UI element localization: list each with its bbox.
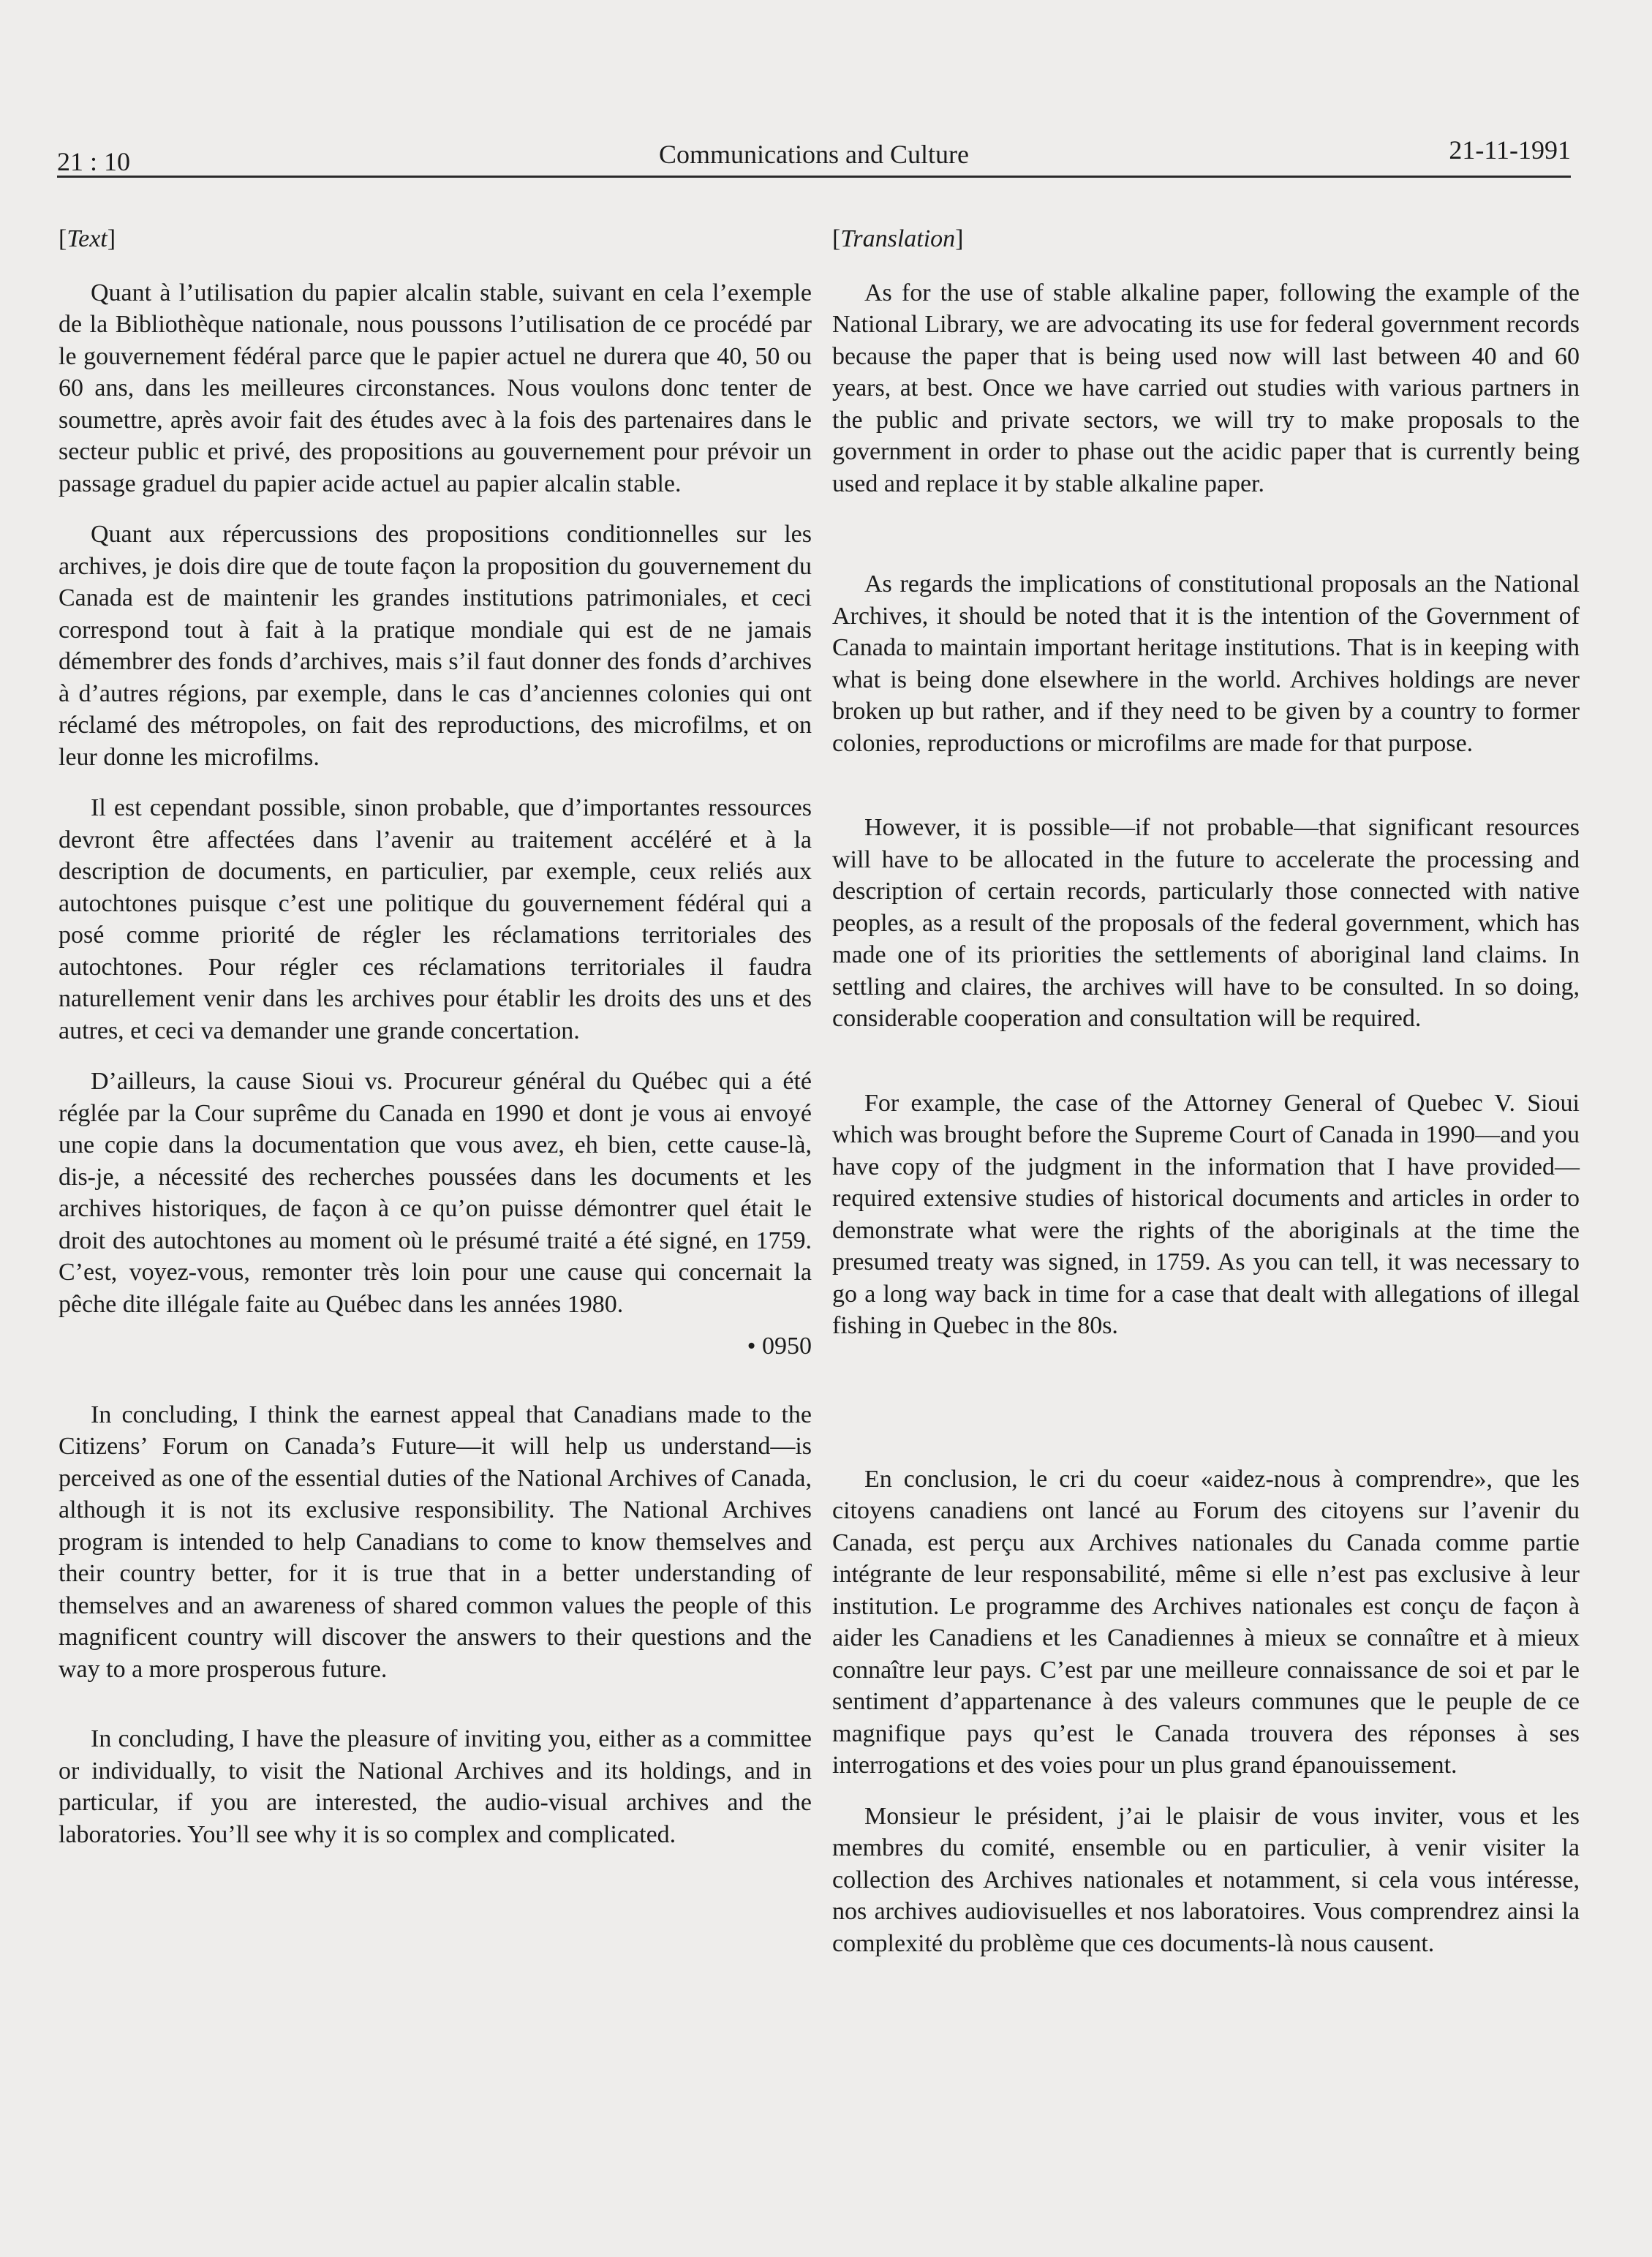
paragraph: D’ailleurs, la cause Sioui vs. Procureur général du Québec qui a été réglée par la Cour suprême du Canada en 1990 et dont je vous ai envoyé une copie dans la documentation que vous avez, eh bien, cette cause-là, dis-je, a nécessité des recherches poussées dans les documents et les archives historiques, de façon à ce qu’on puisse démontrer quel était le droit des autochtones au moment où le présumé traité a été signé, en 1759. C’est, voyez-vous, remonter très loin pour une cause qui concernait la pêche dite illégale faite au Québec dans les années 1980. xyxy=(59,1068,812,1318)
paragraph: However, it is possible—if not probable—that significant resources will have to be allocated in the future to accelerate the processing and description of certain records, particularly those connected with native peoples, as a result of the proposals of the federal government, which has made one of its priorities the settlements of aboriginal land claims. In settling and claires, the archives will have to be consulted. In so doing, considerable cooperation and consultation will be required. xyxy=(832,814,1580,1032)
header-date: 21-11-1991 xyxy=(1449,135,1571,165)
paragraph: In concluding, I think the earnest appeal that Canadians made to the Citizens’ Forum on Canada’s Future—it will help us understand—is perceived as one of the essential duties of the National Archives of Canada, although it is not its exclusive responsibility. The National Archives program is intended to help Canadians to come to know themselves and their country better, for it is true that in a better understanding of themselves and an awareness of shared common values the people of this magnificent country will discover the answers to their questions and the way to a more prosperous future. xyxy=(59,1401,812,1683)
paragraph: As regards the implications of constitutional proposals an the National Archives, it should be noted that it is the intention of the Government of Canada to maintain important heritage institutions. That is in keeping with what is being done elsewhere in the world. Archives holdings are never broken up but rather, and if they need to be given by a country to former colonies, reproductions or microfilms are made for that purpose. xyxy=(832,570,1580,757)
paragraph: En conclusion, le cri du coeur «aidez-nous à comprendre», que les citoyens canadiens ont lancé au Forum des citoyens sur l’avenir du Canada, est perçu aux Archives nationales du Canada comme partie intégrante de leur responsabilité, même si elle n’est pas exclusive à leur institution. Le programme des Archives nationales est conçu de façon à aider les Canadiens et les Canadiennes à mieux se connaître et à mieux connaître leur pays. C’est par une meilleure connaissance de soi et par le sentiment d’appartenance à des valeurs communes que le peuple de ce magnifique pays qu’est le Canada trouvera des réponses à ses interrogations et des voies pour un plus grand épanouissement. xyxy=(832,1465,1580,1779)
paragraph: Il est cependant possible, sinon probable, que d’importantes ressources devront être affectées dans l’avenir au traitement accéléré et à la description de documents, en particulier, par exemple, ceux reliés aux autochtones puisque c’est une politique du gouvernement fédéral qui a posé comme priorité de régler les réclamations territoriales des autochtones. Pour régler ces réclamations territoriales il faudra naturellement venir dans les archives pour établir les droits des uns et des autres, et ceci va demander une grande concertation. xyxy=(59,794,812,1044)
paragraph: In concluding, I have the pleasure of inviting you, either as a committee or individually, to visit the National Archives and its holdings, and in particular, if you are interested, the audio-visual archives and the laboratories. You’ll see why it is so complex and complicated. xyxy=(59,1725,812,1848)
paragraph: For example, the case of the Attorney General of Quebec V. Sioui which was brought before the Supreme Court of Canada in 1990—and you have copy of the judgment in the information that I have provided—required extensive studies of historical documents and articles in order to demonstrate what were the rights of the aboriginals at the time the presumed treaty was signed, in 1759. As you can tell, it was necessary to go a long way back in time for a case that dealt with allegations of illegal fishing in Quebec in the 80s. xyxy=(832,1089,1580,1339)
paragraph: As for the use of stable alkaline paper, following the example of the National Library, we are advocating its use for federal government records because the paper that is being used now will last between 40 and 60 years, at best. Once we have carried out studies with various partners in the public and private sectors, we will try to make proposals to the government in order to phase out the acidic paper that is currently being used and replace it by stable alkaline paper. xyxy=(832,279,1580,497)
paragraph: Quant aux répercussions des propositions conditionnelles sur les archives, je dois dire que de toute façon la proposition du gouvernement du Canada est de maintenir les grandes institutions patrimoniales, et ceci correspond tout à fait à la pratique mondiale qui est de ne jamais démembrer des fonds d’archives, mais s’il faut donner des fonds d’archives à d’autres régions, par exemple, dans le cas d’anciennes colonies qui ont réclamé des métropoles, on fait des reproductions, des microfilms, et on leur donne les microfilms. xyxy=(59,521,812,771)
right-column xyxy=(832,223,1580,1959)
column-label-translation: [Translation] xyxy=(832,225,964,252)
paragraph: Monsieur le président, j’ai le plaisir de vous inviter, vous et les membres du comité, ensemble ou en particulier, à venir visiter la collection des Archives nationales et notamment, si cela vous intéresse, nos archives audiovisuelles et nos laboratoires. Vous comprendrez ainsi la complexité du problème que ces documents-là nous causent. xyxy=(832,1802,1580,1957)
paragraph: Quant à l’utilisation du papier alcalin stable, suivant en cela l’exemple de la Bibliothèque nationale, nous poussons l’utilisation de ce procédé par le gouvernement fédéral parce que le papier actuel ne durera que 40, 50 ou 60 ans, dans les meilleures circonstances. Nous voulons donc tenter de soumettre, après avoir fait des études avec à la fois des partenaires dans le secteur public et privé, des propositions au gouvernement pour prévoir un passage graduel du papier acide actuel au papier alcalin stable. xyxy=(59,279,812,497)
left-column xyxy=(59,223,812,1850)
page-reference: 21 : 10 xyxy=(57,147,131,176)
column-label-text: [Text] xyxy=(59,225,116,252)
publication-title: Communications and Culture xyxy=(659,140,969,169)
time-marker: • 0950 xyxy=(747,1333,812,1360)
page-header xyxy=(57,132,1571,178)
